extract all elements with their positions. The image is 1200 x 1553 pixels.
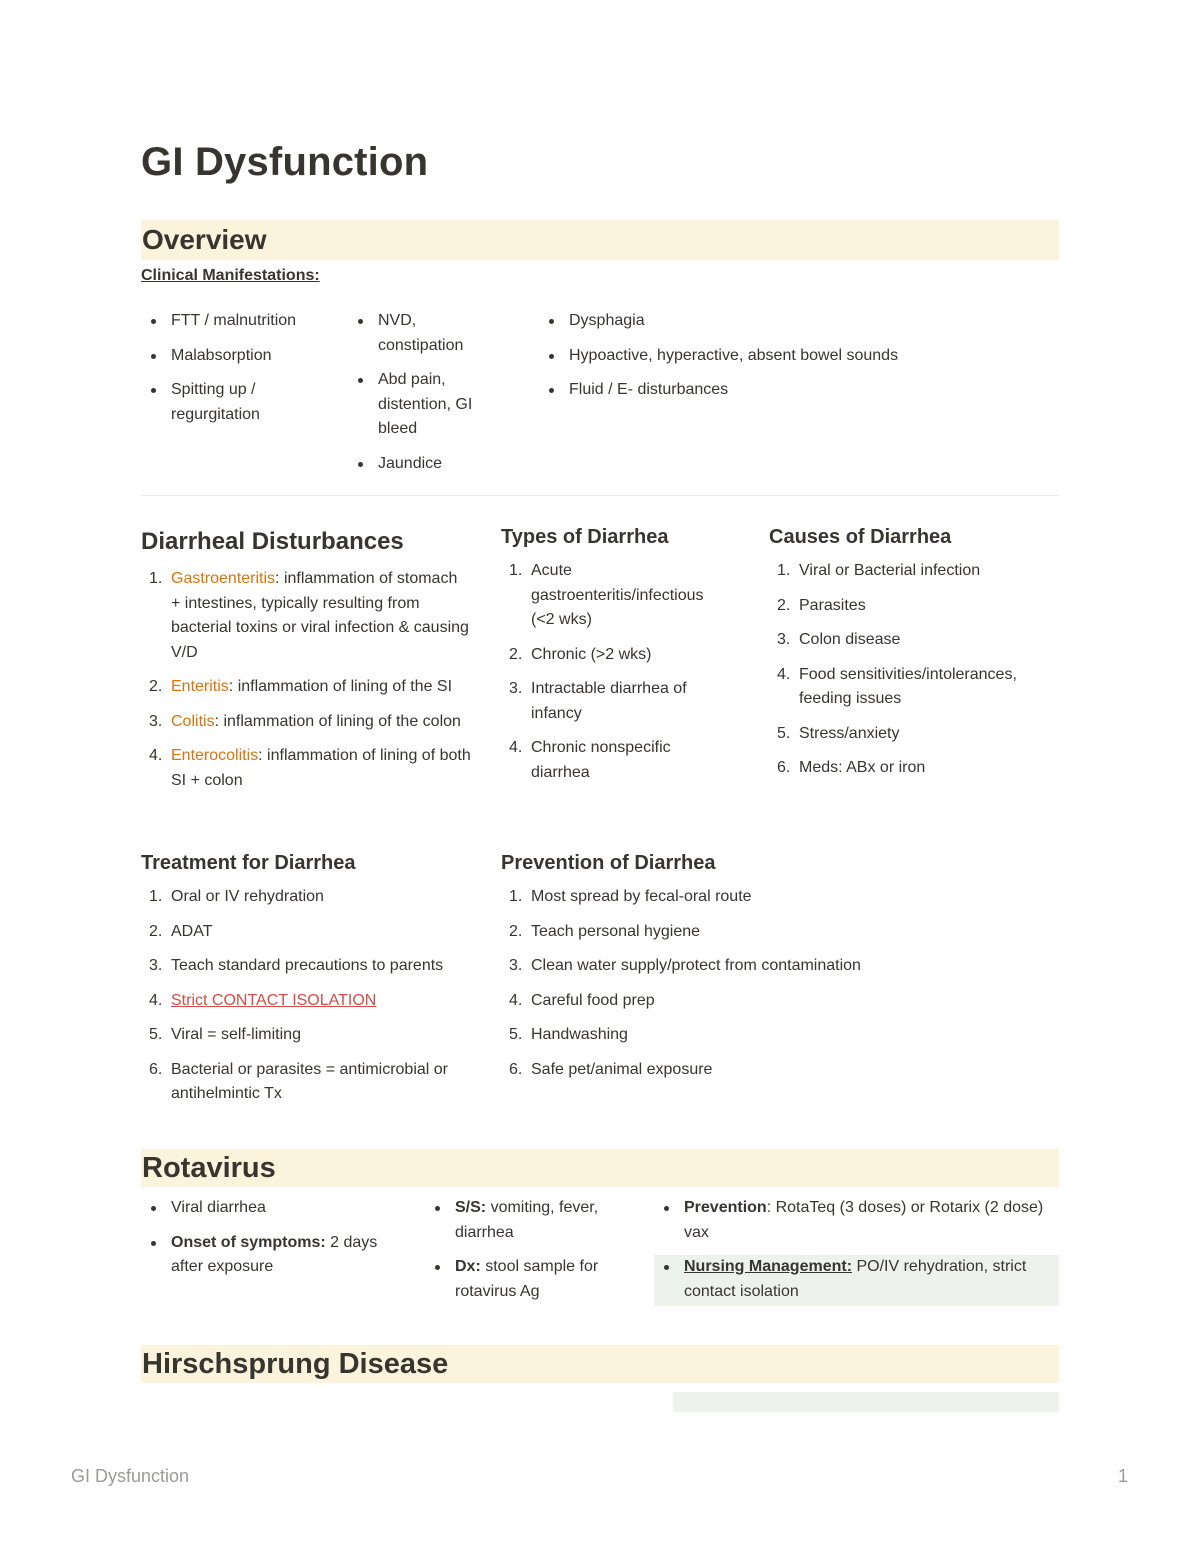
list-item: 6. Meds: ABx or iron xyxy=(777,759,926,776)
list-item: 2. Teach personal hygiene xyxy=(509,922,701,940)
overview-list-col2 xyxy=(348,309,498,486)
list-item: 3. Intractable diarrhea of infancy xyxy=(509,680,687,722)
list-item: 4. Careful food prep xyxy=(509,991,655,1009)
list-item: Dysphagia xyxy=(539,309,1059,334)
list-item: 2. Enteritis: inflammation of lining of the SI xyxy=(149,678,453,695)
diarrheal-list xyxy=(141,567,471,803)
divider xyxy=(141,495,1059,496)
rotavirus-list-col1 xyxy=(141,1196,401,1290)
list-item: 4. Strict CONTACT ISOLATION xyxy=(149,991,377,1009)
list-item: 4. Chronic nonspecific diarrhea xyxy=(509,739,671,781)
list-item: 1. Viral or Bacterial infection xyxy=(777,562,981,579)
list-item: 1. Acute gastroenteritis/infectious (<2 wks) xyxy=(509,562,704,628)
types-list xyxy=(501,559,716,795)
list-item: 5. Viral = self-limiting xyxy=(149,1026,301,1043)
overview-list-col1 xyxy=(141,309,331,437)
list-item: Onset of symptoms: 2 days after exposure xyxy=(141,1231,401,1280)
list-item: 1. Oral or IV rehydration xyxy=(149,888,324,905)
treatment-heading: Treatment for Diarrhea xyxy=(141,852,356,874)
list-item: Hypoactive, hyperactive, absent bowel sounds xyxy=(539,344,1059,369)
list-item: Malabsorption xyxy=(141,344,331,369)
hirschsprung-heading: Hirschsprung Disease xyxy=(142,1348,449,1380)
list-item: Nursing Management: PO/IV rehydration, strict contact isolation xyxy=(654,1255,1059,1304)
list-item: 2. Chronic (>2 wks) xyxy=(509,645,652,663)
types-heading: Types of Diarrhea xyxy=(501,526,669,548)
list-item: 5. Handwashing xyxy=(509,1026,628,1043)
callout-box xyxy=(673,1392,1059,1412)
list-item: 3. Clean water supply/protect from contamination xyxy=(509,957,861,974)
clinical-manifestations-label: Clinical Manifestations: xyxy=(141,267,320,284)
page-title: GI Dysfunction xyxy=(141,140,429,184)
treatment-list xyxy=(141,885,476,1117)
prevention-list xyxy=(501,885,1021,1092)
list-item: 4. Enterocolitis: inflammation of lining of both SI + colon xyxy=(149,747,471,789)
list-item: 6. Bacterial or parasites = antimicrobial or antihelmintic Tx xyxy=(149,1060,449,1102)
list-item: 5. Stress/anxiety xyxy=(777,724,900,742)
list-item: 1. Most spread by fecal-oral route xyxy=(509,888,752,905)
list-item: S/S: vomiting, fever, diarrhea xyxy=(425,1196,625,1245)
overview-heading-block xyxy=(141,220,1059,260)
overview-list-col3 xyxy=(539,309,1059,413)
rotavirus-heading-block xyxy=(141,1149,1059,1187)
overview-heading: Overview xyxy=(142,224,267,255)
list-item: 3. Colitis: inflammation of lining of the colon xyxy=(149,712,461,730)
contact-isolation-link[interactable]: Strict CONTACT ISOLATION xyxy=(171,991,377,1009)
list-item: 2. Parasites xyxy=(777,596,866,614)
rotavirus-list-col3 xyxy=(654,1196,1059,1314)
list-item: 1. Gastroenteritis: inflammation of stomach + intestines, typically resulting from bacterial toxins or viral infection & causing V/D xyxy=(149,570,469,661)
rotavirus-heading: Rotavirus xyxy=(142,1152,276,1184)
list-item: Spitting up / regurgitation xyxy=(141,378,331,427)
list-item: FTT / malnutrition xyxy=(141,309,331,334)
list-item: Prevention: RotaTeq (3 doses) or Rotarix (2 dose) vax xyxy=(654,1196,1059,1245)
diarrheal-disturbances-heading: Diarrheal Disturbances xyxy=(141,528,404,555)
footer-title: GI Dysfunction xyxy=(71,1466,190,1486)
list-item: Dx: stool sample for rotavirus Ag xyxy=(425,1255,625,1304)
page-number: 1 xyxy=(1118,1466,1129,1486)
list-item: 4. Food sensitivities/intolerances, feeding issues xyxy=(777,665,1017,707)
list-item: 2. ADAT xyxy=(149,922,213,940)
list-item: Viral diarrhea xyxy=(141,1196,401,1221)
list-item: Jaundice xyxy=(348,452,498,477)
list-item: 6. Safe pet/animal exposure xyxy=(509,1060,713,1078)
causes-heading: Causes of Diarrhea xyxy=(769,526,952,548)
list-item: Abd pain, distention, GI bleed xyxy=(348,368,498,442)
hirschsprung-heading-block xyxy=(141,1345,1059,1383)
prevention-heading: Prevention of Diarrhea xyxy=(501,852,716,874)
list-item: Fluid / E- disturbances xyxy=(539,378,1059,403)
list-item: NVD, constipation xyxy=(348,309,498,358)
causes-list xyxy=(769,559,1029,791)
list-item: 3. Teach standard precautions to parents xyxy=(149,957,444,974)
rotavirus-list-col2 xyxy=(425,1196,625,1314)
list-item: 3. Colon disease xyxy=(777,631,901,648)
